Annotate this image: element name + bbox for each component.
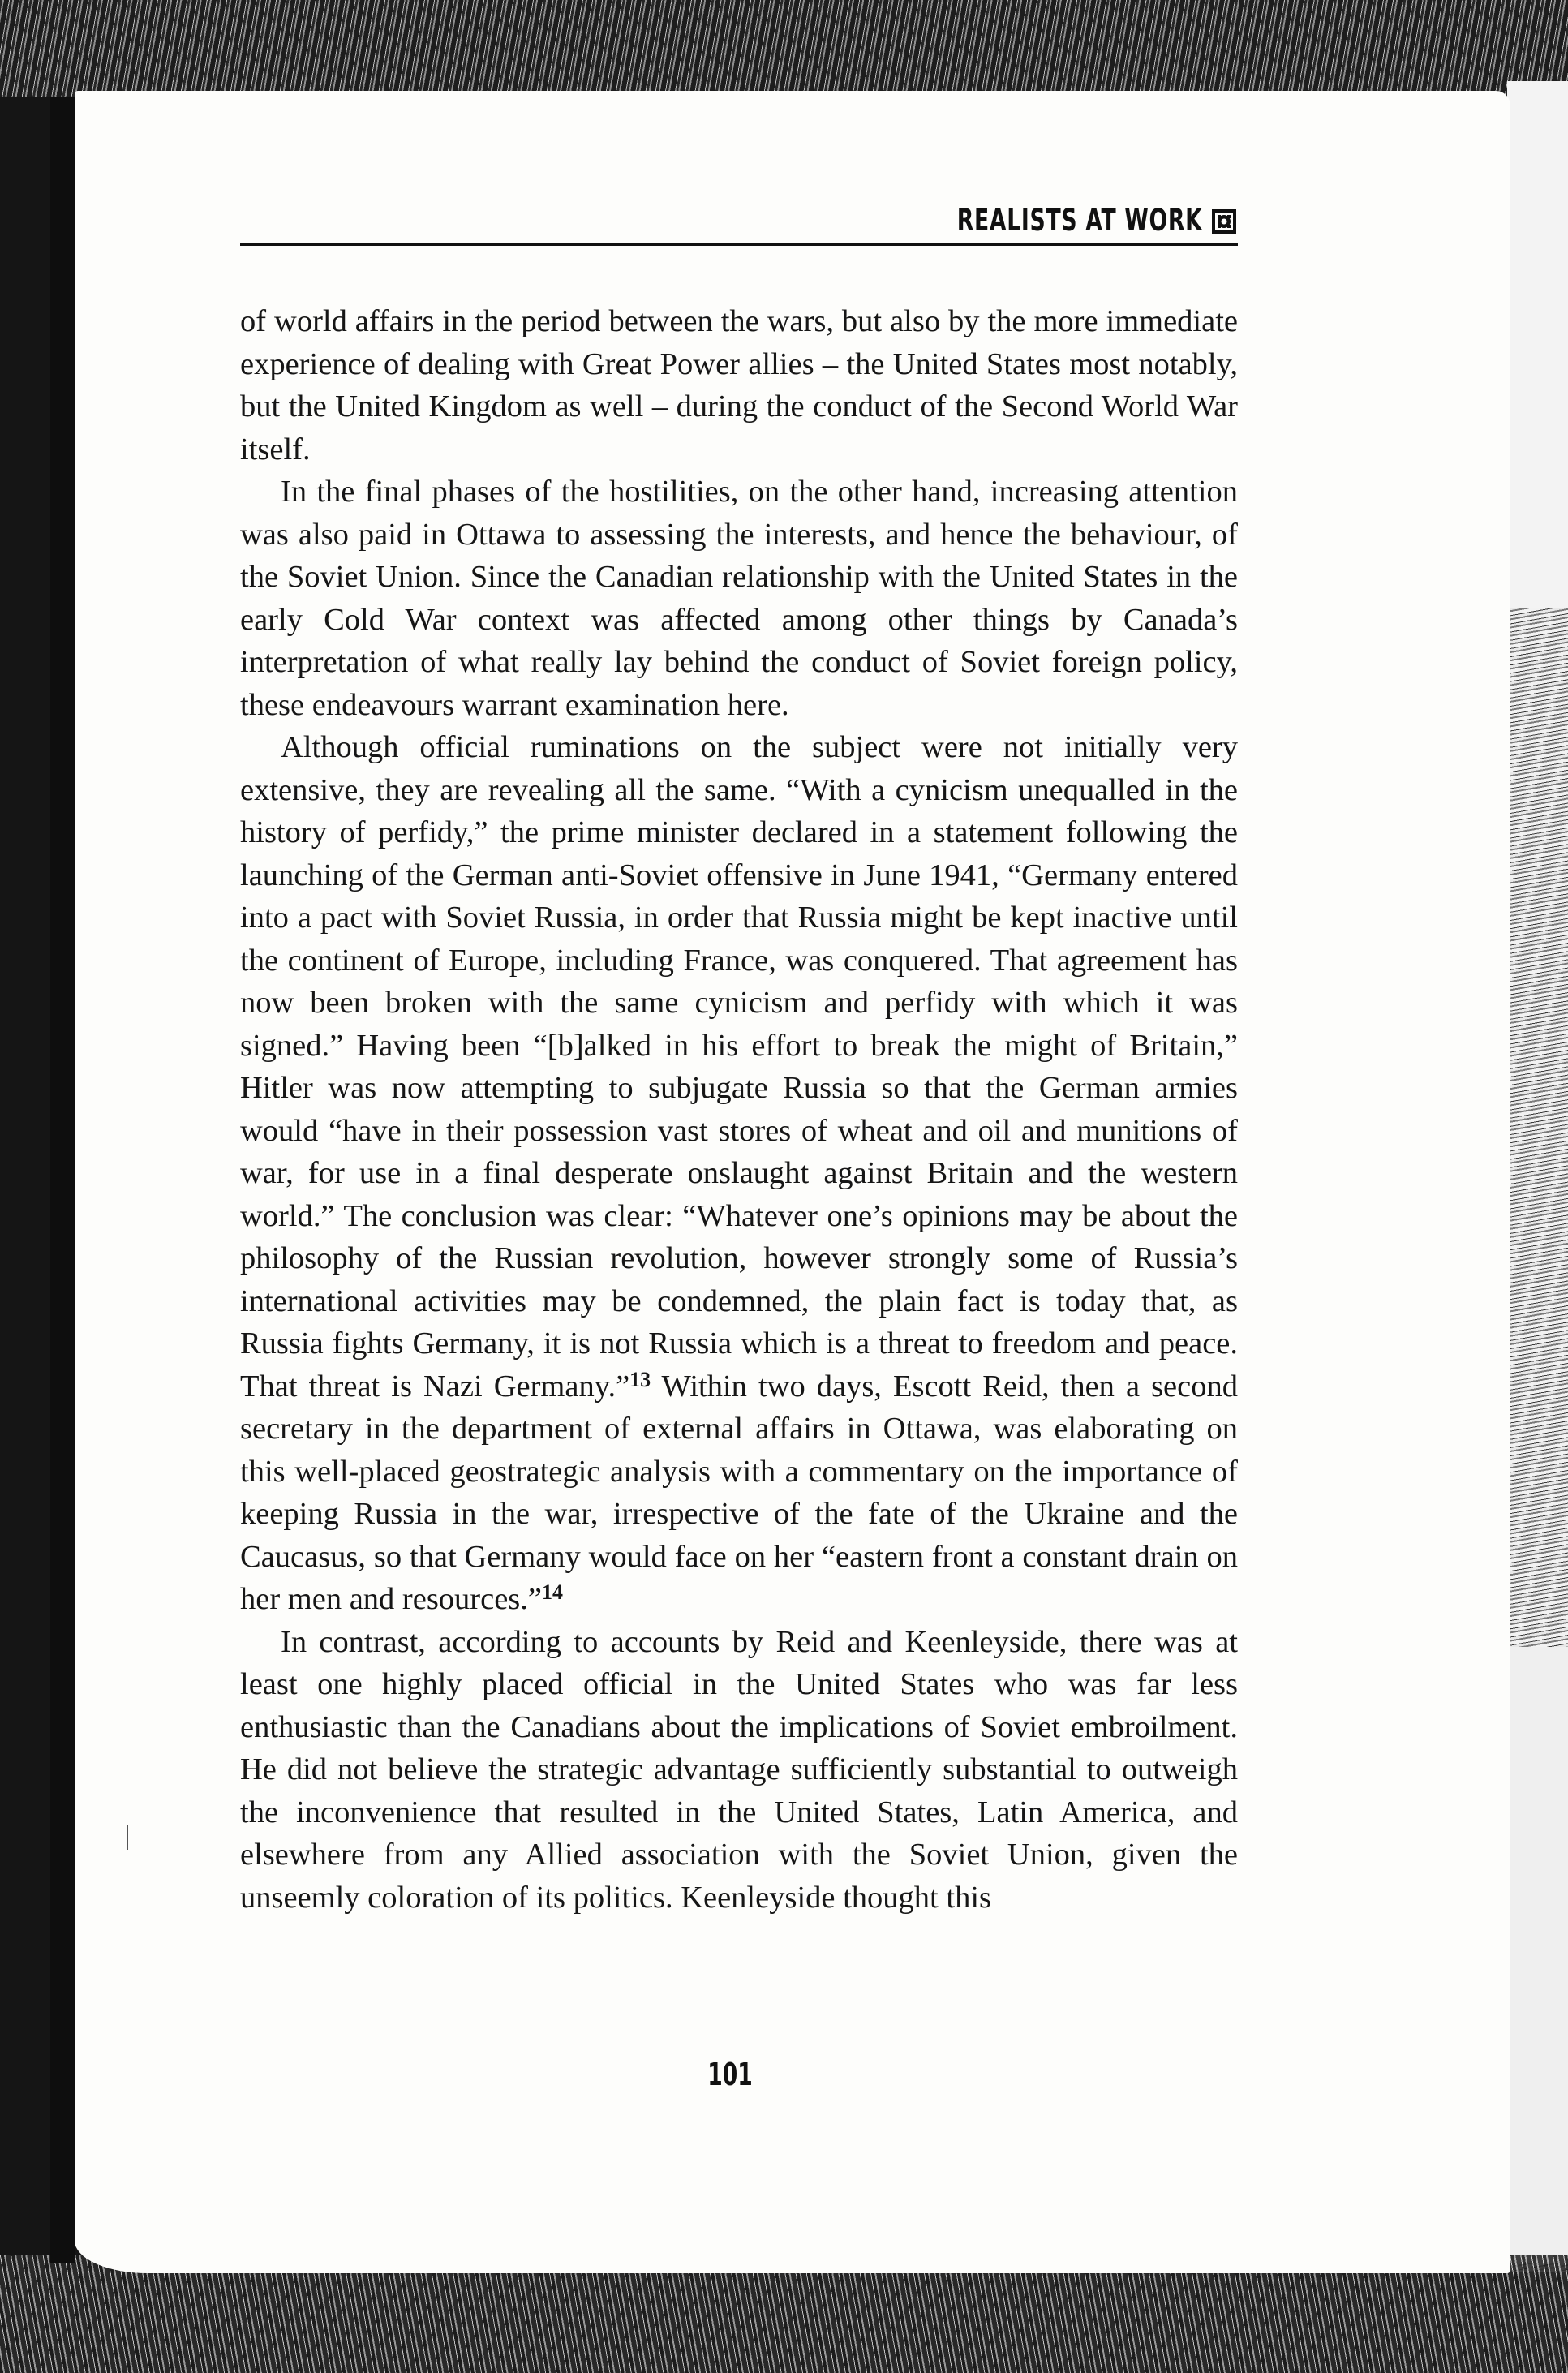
paragraph-text: of world affairs in the period between the wars, but also by the more immediate experience of dealing with Great Power allies – the United States most notably, but the United Kingdom as well – during the conduct of the Second World War itself. (240, 304, 1238, 466)
body-text (240, 300, 1238, 1919)
paragraph-text: Within two days, Escott Reid, then a second secretary in the department of external affairs in Ottawa, was elaborating on this well-placed geostrategic analysis with a commentary on the importance of keeping Russia in the war, irrespective of the fate of the Ukraine and the Caucasus, so that Germany would face on her “eastern front a constant drain on her men and resources.” (240, 1369, 1238, 1616)
paragraph-text: In contrast, according to accounts by Reid and Keenleyside, there was at least one highly placed official in the United States who was far less enthusiastic than the Canadians about the implications of Soviet embroilment. He did not believe the strategic advantage sufficiently substantial to outweigh the inconvenience that resulted in the United States, Latin America, and elsewhere from any Allied association with the Soviet Union, given the unseemly coloration of its politics. Keenleyside thought this (240, 1624, 1238, 1915)
paragraph (240, 1621, 1238, 1919)
paragraph-text: In the final phases of the hostilities, on the other hand, increasing attention was also paid in Ottawa to assessing the interests, and hence the behaviour, of the Soviet Union. Since the Canadian relationship with the United States in the early Cold War context was affected among other things by Canada’s interpretation of what really lay behind the conduct of Soviet foreign policy, these endeavours warrant examination here. (240, 475, 1238, 722)
square-ornament-icon (1210, 208, 1238, 235)
scan-speck (127, 1825, 128, 1850)
footnote-marker: 13 (629, 1367, 651, 1391)
page-number: 101 (707, 2057, 753, 2092)
scan-border-right-light-lower (1507, 1647, 1568, 2263)
paragraph-text: Although official ruminations on the subject were not initially very extensive, they are revealing all the same. “With a cynicism unequalled in the history of perfidy,” the prime minister declared in a statement following the launching of the German anti-Soviet offensive in June 1941, “Germany entered into a pact with Soviet Russia, in order that Russia might be kept inactive until the continent of Europe, including France, was conquered. That agreement has now been broken with the same cynicism and perfidy with which it was signed.” Having been “[b]alked in his effort to break the might of Britain,” Hitler was now attempting to subjugate Russia so that the German armies would “have in their possession vast stores of wheat and oil and munitions of war, for use in a final desperate onslaught against Britain and the western world.” The conclusion was clear: “Whatever one’s opinions may be about the philosophy of the Russian revolution, however strongly some of Russia’s international activities may be condemned, the plain fact is today that, as Russia fights Germany, it is not Russia which is a threat to freedom and peace. That threat is Nazi Germany.” (240, 730, 1238, 1404)
paragraph (240, 471, 1238, 726)
running-head: REALISTS AT WORK (956, 203, 1202, 238)
page-header (240, 195, 1238, 246)
scan-border-right-light (1507, 81, 1568, 608)
paragraph (240, 300, 1238, 471)
footnote-marker: 14 (542, 1580, 563, 1604)
book-spine-shadow (50, 97, 75, 2263)
scan-border-top (0, 0, 1568, 97)
paragraph (240, 726, 1238, 1621)
